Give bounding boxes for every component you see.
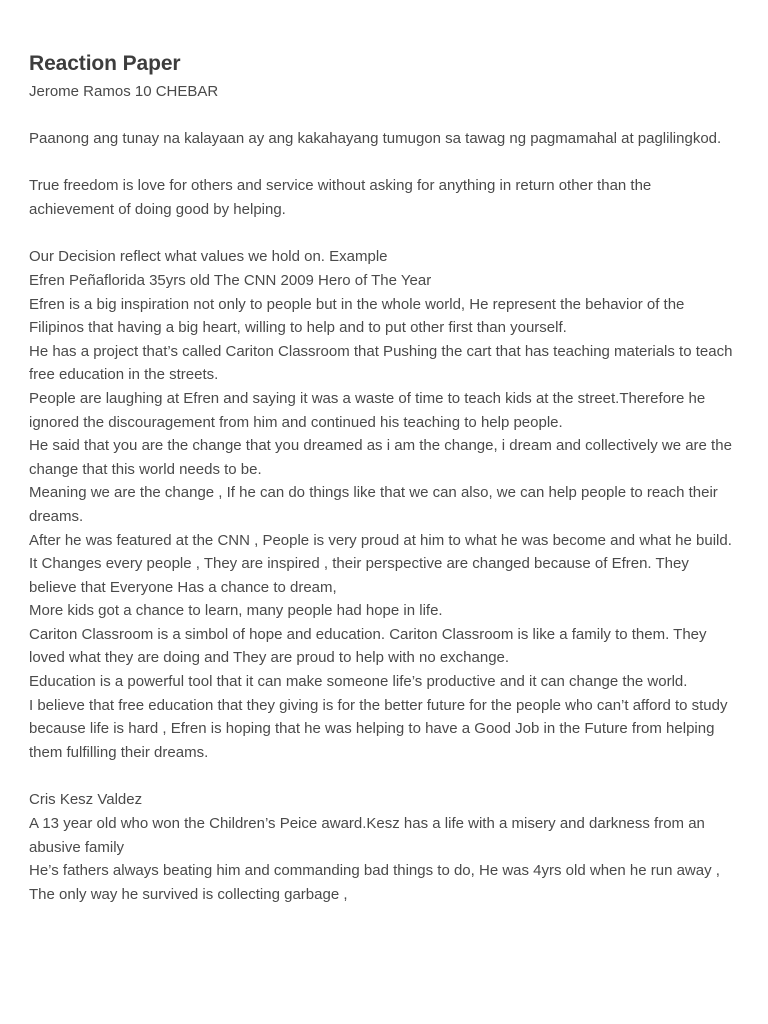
paragraph: After he was featured at the CNN , People is very proud at him to what he was become and what he build.: [29, 531, 732, 549]
paragraph: He’s fathers always beating him and commanding bad things to do, He was 4yrs old when he run away , The only way he survived is collecting garbage ,: [29, 862, 720, 903]
author-line: Jerome Ramos 10 CHEBAR: [29, 83, 219, 100]
section-heading: Cris Kesz Valdez: [29, 791, 143, 809]
paragraph-spacer: [29, 150, 739, 174]
paragraph: He has a project that’s called Cariton Classroom that Pushing the cart that has teaching materials to teach free education in the streets.: [29, 342, 733, 384]
paragraph: Cariton Classroom is a simbol of hope and education. Cariton Classroom is like a family to them. They loved what they are doing and They are proud to help with no exchange.: [29, 625, 707, 667]
paragraph: Paanong ang tunay na kalayaan ay ang kakahayang tumugon sa tawag ng pagmamahal at paglilingkod.: [29, 129, 722, 147]
paragraph: I believe that free education that they giving is for the better future for the people who can’t afford to study because life is hard , Efren is hoping that he was helping to have a Good Job in the Future from helping them fulfilling their dreams.: [29, 696, 728, 761]
paragraph-spacer: [29, 221, 739, 245]
page-title: Reaction Paper: [29, 52, 181, 75]
paragraph-spacer: [29, 764, 739, 788]
paragraph: Education is a powerful tool that it can make someone life’s productive and it can change the world.: [29, 673, 688, 691]
paragraph: A 13 year old who won the Children’s Peice award.Kesz has a life with a misery and darkness from an abusive family: [29, 815, 705, 856]
paragraph: Efren is a big inspiration not only to people but in the whole world, He represent the behavior of the Filipinos that having a big heart, willing to help and to put other first than yourself.: [29, 295, 685, 337]
paragraph: Our Decision reflect what values we hold on. Example: [29, 248, 388, 266]
paragraph: True freedom is love for others and service without asking for anything in return other than the achievement of doing good by helping.: [29, 177, 652, 218]
paragraph: More kids got a chance to learn, many people had hope in life.: [29, 602, 443, 620]
paragraph: It Changes every people , They are inspired , their perspective are changed because of Efren. They believe that Everyone Has a chance to dream,: [29, 555, 689, 596]
paragraph: Meaning we are the change , If he can do things like that we can also, we can help people to reach their dreams.: [29, 484, 718, 525]
paragraph: Efren Peñaflorida 35yrs old The CNN 2009 Hero of The Year: [29, 271, 432, 289]
document-body: [29, 127, 739, 907]
paragraph: He said that you are the change that you dreamed as i am the change, i dream and collectively we are the change that this world needs to be.: [29, 437, 732, 478]
paragraph: People are laughing at Efren and saying it was a waste of time to teach kids at the street.Therefore he ignored the discouragement from him and continued his teaching to help people.: [29, 389, 706, 431]
